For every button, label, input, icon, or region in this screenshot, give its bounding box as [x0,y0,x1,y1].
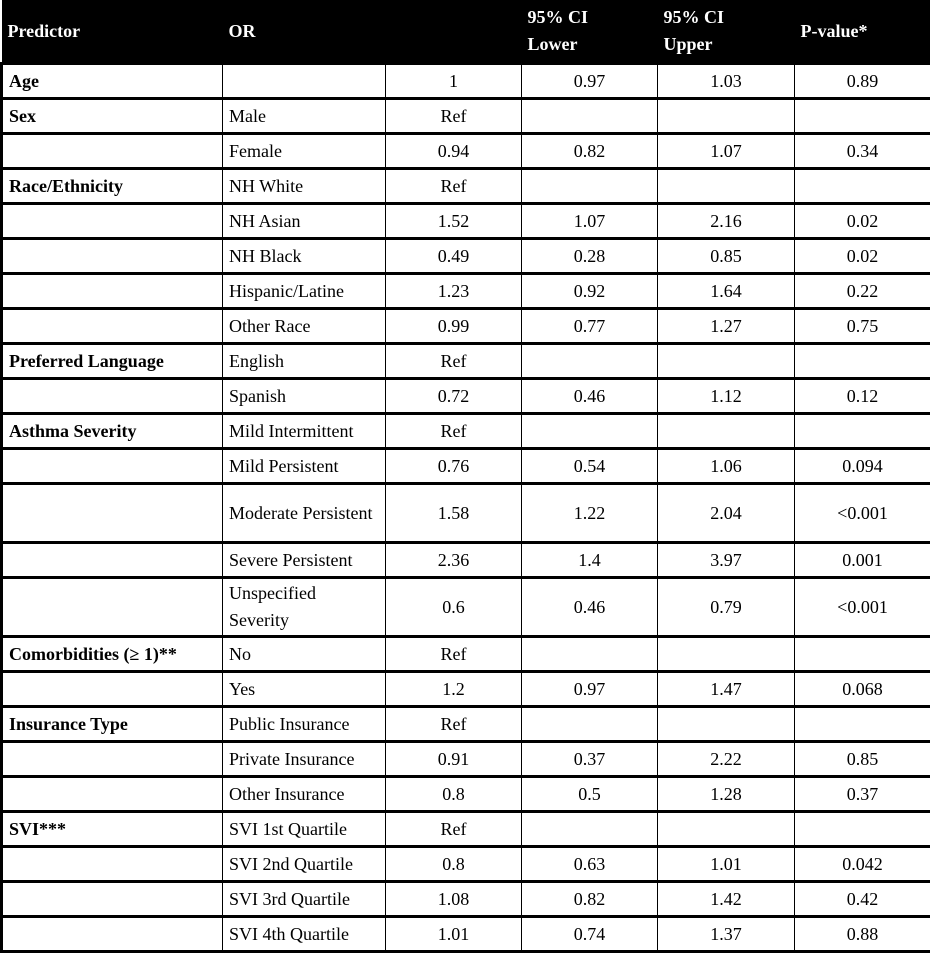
table-row [2,484,930,543]
ci-lower-cell: 0.82 [522,882,658,917]
level-cell: Mild Intermittent [223,414,386,449]
or-cell: 1.2 [386,672,522,707]
predictor-cell [2,239,223,274]
ci-upper-cell [658,812,795,847]
level-cell: Public Insurance [223,707,386,742]
table-row [2,274,930,309]
ci-lower-cell: 0.77 [522,309,658,344]
predictor-cell [2,204,223,239]
predictor-cell: Age [2,64,223,99]
p-value-cell: 0.042 [795,847,930,882]
or-cell: 1.52 [386,204,522,239]
predictor-cell [2,543,223,578]
predictor-cell [2,309,223,344]
table-row [2,344,930,379]
level-cell: Other Race [223,309,386,344]
level-cell: Female [223,134,386,169]
table-row [2,672,930,707]
ci-lower-cell [522,637,658,672]
or-cell: 0.99 [386,309,522,344]
predictor-cell [2,847,223,882]
p-value-cell: 0.094 [795,449,930,484]
ci-upper-cell: 1.28 [658,777,795,812]
level-cell: SVI 4th Quartile [223,917,386,952]
ci-lower-cell [522,99,658,134]
p-value-cell: 0.85 [795,742,930,777]
p-value-cell: 0.02 [795,204,930,239]
ci-upper-cell: 0.85 [658,239,795,274]
ci-upper-cell: 1.06 [658,449,795,484]
table-row [2,379,930,414]
table-row [2,847,930,882]
p-value-cell: 0.068 [795,672,930,707]
level-cell: NH Asian [223,204,386,239]
table-row [2,882,930,917]
header-ci-upper [658,0,795,64]
predictor-cell: Race/Ethnicity [2,169,223,204]
or-cell: 0.94 [386,134,522,169]
p-value-cell: <0.001 [795,578,930,637]
table-row [2,449,930,484]
ci-upper-cell: 3.97 [658,543,795,578]
level-cell: Male [223,99,386,134]
level-cell: English [223,344,386,379]
ci-upper-cell [658,637,795,672]
header-spacer [386,0,522,64]
p-value-cell [795,99,930,134]
table-row [2,742,930,777]
table-row [2,99,930,134]
header-ci-lower-line2: Lower [527,34,578,54]
table-row [2,204,930,239]
header-ci-lower [522,0,658,64]
or-cell: Ref [386,99,522,134]
predictor-cell [2,379,223,414]
level-cell: Private Insurance [223,742,386,777]
predictor-cell: Insurance Type [2,707,223,742]
table-row [2,637,930,672]
or-cell: Ref [386,707,522,742]
p-value-cell: 0.34 [795,134,930,169]
ci-lower-cell: 0.97 [522,64,658,99]
predictor-cell: SVI*** [2,812,223,847]
level-cell: Unspecified Severity [223,578,386,637]
table-row [2,777,930,812]
ci-lower-cell: 0.37 [522,742,658,777]
ci-upper-cell: 2.16 [658,204,795,239]
p-value-cell [795,414,930,449]
ci-lower-cell: 0.28 [522,239,658,274]
ci-upper-cell: 2.04 [658,484,795,543]
or-cell: Ref [386,414,522,449]
header-p-value: P-value* [795,0,930,64]
or-cell: 1.23 [386,274,522,309]
or-cell: 0.6 [386,578,522,637]
ci-upper-cell: 1.07 [658,134,795,169]
level-cell: NH Black [223,239,386,274]
ci-lower-cell: 0.97 [522,672,658,707]
p-value-cell [795,637,930,672]
p-value-cell [795,344,930,379]
ci-upper-cell: 1.47 [658,672,795,707]
ci-upper-cell [658,707,795,742]
predictor-cell [2,484,223,543]
ci-upper-cell [658,414,795,449]
header-predictor: Predictor [2,0,223,64]
p-value-cell [795,169,930,204]
p-value-cell: 0.89 [795,64,930,99]
level-cell: NH White [223,169,386,204]
p-value-cell: 0.88 [795,917,930,952]
level-cell: Hispanic/Latine [223,274,386,309]
level-cell: Yes [223,672,386,707]
ci-lower-cell: 0.92 [522,274,658,309]
level-cell: Other Insurance [223,777,386,812]
predictor-cell [2,742,223,777]
or-cell: 0.8 [386,777,522,812]
level-cell: Moderate Persistent [223,484,386,543]
header-ci-lower-line1: 95% CI [527,7,589,27]
p-value-cell [795,707,930,742]
level-cell: Mild Persistent [223,449,386,484]
ci-upper-cell: 1.42 [658,882,795,917]
p-value-cell: 0.75 [795,309,930,344]
ci-lower-cell: 0.46 [522,379,658,414]
level-cell [223,64,386,99]
ci-upper-cell: 1.12 [658,379,795,414]
ci-upper-cell: 0.79 [658,578,795,637]
ci-lower-cell: 1.07 [522,204,658,239]
predictor-cell: Asthma Severity [2,414,223,449]
ci-upper-cell: 1.03 [658,64,795,99]
ci-lower-cell: 0.54 [522,449,658,484]
header-or: OR [223,0,386,64]
table-row [2,707,930,742]
ci-upper-cell [658,99,795,134]
header-ci-upper-line2: Upper [663,34,713,54]
predictor-cell [2,917,223,952]
p-value-cell: 0.02 [795,239,930,274]
table-row [2,812,930,847]
or-cell: Ref [386,637,522,672]
level-cell: Spanish [223,379,386,414]
p-value-cell: 0.22 [795,274,930,309]
table-row [2,134,930,169]
ci-lower-cell: 0.5 [522,777,658,812]
or-cell: 1.08 [386,882,522,917]
ci-lower-cell [522,344,658,379]
ci-upper-cell [658,169,795,204]
ci-lower-cell: 1.4 [522,543,658,578]
table-row [2,169,930,204]
or-cell: Ref [386,812,522,847]
p-value-cell: 0.42 [795,882,930,917]
ci-lower-cell: 0.82 [522,134,658,169]
ci-upper-cell: 1.27 [658,309,795,344]
table-row [2,414,930,449]
p-value-cell: <0.001 [795,484,930,543]
or-cell: 2.36 [386,543,522,578]
predictor-cell [2,449,223,484]
predictor-cell [2,777,223,812]
predictor-cell [2,274,223,309]
table-row [2,239,930,274]
ci-lower-cell [522,812,658,847]
predictor-cell [2,672,223,707]
level-cell: SVI 1st Quartile [223,812,386,847]
level-cell: SVI 3rd Quartile [223,882,386,917]
or-cell: 1 [386,64,522,99]
ci-lower-cell: 0.63 [522,847,658,882]
ci-upper-cell: 2.22 [658,742,795,777]
level-cell: Severe Persistent [223,543,386,578]
ci-upper-cell: 1.37 [658,917,795,952]
or-cell: 0.91 [386,742,522,777]
ci-lower-cell: 0.46 [522,578,658,637]
header-ci-upper-line1: 95% CI [663,7,725,27]
header-row [2,0,930,64]
table-row [2,578,930,637]
p-value-cell: 0.001 [795,543,930,578]
ci-upper-cell: 1.01 [658,847,795,882]
ci-upper-cell [658,344,795,379]
p-value-cell: 0.37 [795,777,930,812]
predictor-cell: Comorbidities (≥ 1)** [2,637,223,672]
or-cell: 1.58 [386,484,522,543]
predictor-cell [2,882,223,917]
table-row [2,309,930,344]
predictor-cell [2,134,223,169]
or-cell: 0.8 [386,847,522,882]
or-cell: Ref [386,344,522,379]
or-cell: 1.01 [386,917,522,952]
ci-lower-cell [522,707,658,742]
p-value-cell [795,812,930,847]
table-row [2,917,930,952]
p-value-cell: 0.12 [795,379,930,414]
or-cell: 0.76 [386,449,522,484]
level-cell: No [223,637,386,672]
table-row [2,64,930,99]
ci-upper-cell: 1.64 [658,274,795,309]
ci-lower-cell: 0.74 [522,917,658,952]
table-row [2,543,930,578]
or-cell: Ref [386,169,522,204]
ci-lower-cell: 1.22 [522,484,658,543]
predictor-cell: Sex [2,99,223,134]
predictor-cell [2,578,223,637]
predictor-cell: Preferred Language [2,344,223,379]
level-cell: SVI 2nd Quartile [223,847,386,882]
or-cell: 0.72 [386,379,522,414]
or-cell: 0.49 [386,239,522,274]
ci-lower-cell [522,169,658,204]
ci-lower-cell [522,414,658,449]
